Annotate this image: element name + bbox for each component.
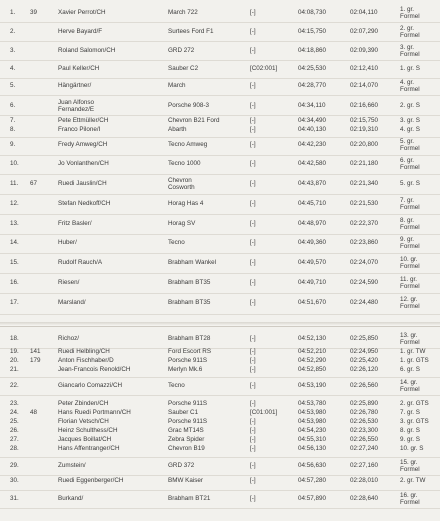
class-rank-cell: 6. gr. [400, 156, 415, 164]
license-code-cell: [-] [250, 382, 256, 390]
license-code-cell: [-] [250, 445, 256, 453]
total-time-cell: 04:49,360 [298, 239, 327, 247]
driver-cell: Paul Keller/CH [58, 65, 100, 73]
car-cell: Porsche 911S [168, 400, 208, 408]
class-rank-cell: 7. gr. S [400, 409, 420, 417]
driver-cell: Heinz Schulthess/CH [58, 427, 118, 435]
class-rank-cell: Formel [400, 86, 420, 93]
car-cell: Chevron B21 Ford [168, 117, 220, 125]
car-cell: Brabham BT28 [168, 335, 211, 343]
driver-cell: Rudolf Rauch/A [58, 259, 103, 267]
position-cell: 15. [10, 259, 19, 267]
total-time-cell: 04:57,280 [298, 477, 327, 485]
license-code-cell: [-] [250, 436, 256, 444]
class-rank-cell: Formel [400, 32, 420, 39]
car-cell: Tecno 1000 [168, 160, 201, 168]
total-time-cell: 04:52,130 [298, 335, 327, 343]
car-cell: Zebra Spider [168, 436, 205, 444]
row-divider [0, 194, 440, 195]
license-code-cell: [-] [250, 357, 256, 365]
best-time-cell: 02:27,160 [350, 462, 379, 470]
license-code-cell: [-] [250, 400, 256, 408]
class-rank-cell: 15. gr. [400, 458, 418, 466]
car-cell: March [168, 82, 186, 90]
position-cell: 20. [10, 357, 19, 365]
license-code-cell: [-] [250, 141, 256, 149]
driver-cell: Florian Vetsch/CH [58, 418, 109, 426]
row-divider [0, 395, 440, 396]
class-rank-cell: 2. gr. S [400, 102, 420, 110]
total-time-cell: 04:43,870 [298, 180, 327, 188]
total-time-cell: 04:45,710 [298, 200, 327, 208]
driver-cell: Peter Zbinden/CH [58, 400, 109, 408]
best-time-cell: 02:21,180 [350, 160, 379, 168]
total-time-cell: 04:40,130 [298, 126, 327, 134]
position-cell: 10. [10, 160, 19, 168]
best-time-cell: 02:23,300 [350, 427, 379, 435]
driver-cell: Juan Alfonso [58, 98, 95, 106]
row-divider [0, 273, 440, 274]
best-time-cell: 02:28,010 [350, 477, 379, 485]
driver-cell: Jacques Boillat/CH [58, 436, 112, 444]
driver-cell: Hans Affentranger/CH [58, 445, 120, 453]
best-time-cell: 02:26,120 [350, 366, 379, 374]
row-divider [0, 174, 440, 175]
total-time-cell: 04:08,730 [298, 9, 327, 17]
best-time-cell: 02:15,750 [350, 117, 379, 125]
class-rank-cell: Formel [400, 386, 420, 393]
page-fold-line [0, 326, 440, 327]
class-rank-cell: 3. gr. [400, 43, 415, 51]
license-code-cell: [-] [250, 335, 256, 343]
class-rank-cell: 1. gr. [400, 5, 415, 13]
license-code-cell: [-] [250, 279, 256, 287]
total-time-cell: 04:34,110 [298, 102, 326, 110]
license-code-cell: [C01:001] [250, 409, 278, 417]
position-cell: 7. [10, 117, 16, 125]
license-code-cell: [-] [250, 348, 256, 356]
position-cell: 23. [10, 400, 19, 408]
best-time-cell: 02:22,370 [350, 220, 379, 228]
row-divider [0, 234, 440, 235]
best-time-cell: 02:23,860 [350, 239, 379, 247]
total-time-cell: 04:42,230 [298, 141, 327, 149]
driver-cell: Jo Vonlanthen/CH [58, 160, 109, 168]
position-cell: 19. [10, 348, 19, 356]
position-cell: 22. [10, 382, 19, 390]
class-rank-cell: 2. gr. GTS [400, 400, 429, 408]
best-time-cell: 02:20,800 [350, 141, 379, 149]
license-code-cell: [-] [250, 160, 256, 168]
class-rank-cell: 6. gr. S [400, 366, 420, 374]
license-code-cell: [-] [250, 462, 256, 470]
class-rank-cell: 4. gr. [400, 78, 415, 86]
class-rank-cell: 9. gr. S [400, 436, 420, 444]
class-rank-cell: 8. gr. S [400, 427, 420, 435]
license-code-cell: [-] [250, 495, 256, 503]
license-code-cell: [-] [250, 477, 256, 485]
class-rank-cell: 1. gr. TW [400, 348, 426, 356]
row-divider [0, 137, 440, 138]
start-number-cell: 48 [30, 409, 38, 417]
driver-cell: Anton Fischhaber/D [58, 357, 114, 365]
row-divider [0, 490, 440, 491]
total-time-cell: 04:48,970 [298, 220, 327, 228]
class-rank-cell: 11. gr. [400, 275, 418, 283]
position-cell: 3. [10, 47, 16, 55]
class-rank-cell: 1. gr. S [400, 65, 420, 73]
class-rank-cell: Formel [400, 204, 420, 211]
car-cell: Sauber C2 [168, 65, 199, 73]
best-time-cell: 02:16,660 [350, 102, 379, 110]
car-cell: GRD 272 [168, 47, 195, 55]
car-cell: Porsche 911S [168, 418, 208, 426]
total-time-cell: 04:49,710 [298, 279, 327, 287]
row-divider [0, 457, 440, 458]
total-time-cell: 04:53,190 [298, 382, 327, 390]
best-time-cell: 02:25,420 [350, 357, 379, 365]
position-cell: 6. [10, 102, 16, 110]
driver-cell: Jean-Francois Renold/CH [58, 366, 131, 374]
position-cell: 28. [10, 445, 19, 453]
total-time-cell: 04:56,630 [298, 462, 327, 470]
license-code-cell: [-] [250, 418, 256, 426]
license-code-cell: [-] [250, 82, 256, 90]
row-divider [0, 22, 440, 23]
best-time-cell: 02:04,110 [350, 9, 378, 17]
license-code-cell: [-] [250, 102, 256, 110]
row-divider [0, 253, 440, 254]
license-code-cell: [-] [250, 299, 256, 307]
position-cell: 12. [10, 200, 19, 208]
total-time-cell: 04:53,980 [298, 418, 327, 426]
license-code-cell: [-] [250, 180, 256, 188]
car-cell: Brabham BT21 [168, 495, 211, 503]
best-time-cell: 02:07,290 [350, 28, 379, 36]
position-cell: 26. [10, 427, 19, 435]
row-divider [0, 95, 440, 96]
class-rank-cell: 14. gr. [400, 378, 418, 386]
best-time-cell: 02:26,780 [350, 409, 379, 417]
best-time-cell: 02:24,950 [350, 348, 379, 356]
driver-cell: Burkand/ [58, 495, 84, 503]
total-time-cell: 04:52,210 [298, 348, 327, 356]
best-time-cell: 02:26,550 [350, 436, 379, 444]
class-rank-cell: Formel [400, 283, 420, 290]
driver-cell: Fernandez/E [58, 106, 95, 113]
total-time-cell: 04:42,580 [298, 160, 327, 168]
car-cell: Brabham BT35 [168, 299, 211, 307]
license-code-cell: [-] [250, 200, 256, 208]
row-divider [0, 214, 440, 215]
best-time-cell: 02:14,070 [350, 82, 379, 90]
license-code-cell: [-] [250, 126, 256, 134]
row-divider [0, 155, 440, 156]
car-cell: Tecno Amweg [168, 141, 208, 149]
best-time-cell: 02:09,390 [350, 47, 379, 55]
class-rank-cell: 8. gr. [400, 216, 415, 224]
car-cell: Horag SV [168, 220, 196, 228]
best-time-cell: 02:21,340 [350, 180, 379, 188]
class-rank-cell: 2. gr. TW [400, 477, 426, 485]
row-divider [0, 41, 440, 42]
car-cell: Porsche 911S [168, 357, 208, 365]
position-cell: 31. [10, 495, 19, 503]
car-cell: Chevron [168, 176, 192, 184]
position-cell: 17. [10, 299, 19, 307]
start-number-cell: 141 [30, 348, 41, 356]
class-rank-cell: 4. gr. S [400, 126, 420, 134]
car-cell: March 722 [168, 9, 198, 17]
car-cell: Porsche 908-3 [168, 102, 209, 110]
total-time-cell: 04:57,890 [298, 495, 327, 503]
class-rank-cell: Formel [400, 145, 420, 152]
car-cell: BMW Kaiser [168, 477, 203, 485]
best-time-cell: 02:12,410 [350, 65, 379, 73]
license-code-cell: [-] [250, 239, 256, 247]
license-code-cell: [-] [250, 28, 256, 36]
best-time-cell: 02:26,530 [350, 418, 379, 426]
driver-cell: Ruedi Jauslin/CH [58, 180, 107, 188]
total-time-cell: 04:52,850 [298, 366, 327, 374]
class-rank-cell: 2. gr. [400, 24, 415, 32]
class-rank-cell: Formel [400, 243, 420, 250]
license-code-cell: [-] [250, 366, 256, 374]
class-rank-cell: 5. gr. S [400, 180, 420, 188]
driver-cell: Zumstein/ [58, 462, 86, 470]
best-time-cell: 02:19,310 [350, 126, 379, 134]
driver-cell: Ruedi Eggenberger/CH [58, 477, 124, 485]
best-time-cell: 02:24,070 [350, 259, 379, 267]
car-cell: Sauber C1 [168, 409, 199, 417]
best-time-cell: 02:21,530 [350, 200, 379, 208]
total-time-cell: 04:18,860 [298, 47, 327, 55]
position-cell: 13. [10, 220, 19, 228]
best-time-cell: 02:24,480 [350, 299, 379, 307]
license-code-cell: [-] [250, 427, 256, 435]
class-rank-cell: Formel [400, 51, 420, 58]
class-rank-cell: Formel [400, 303, 420, 310]
total-time-cell: 04:49,570 [298, 259, 327, 267]
best-time-cell: 02:24,590 [350, 279, 379, 287]
car-cell: Horag Has 4 [168, 200, 204, 208]
car-cell: Chevron B19 [168, 445, 205, 453]
total-time-cell: 04:51,670 [298, 299, 327, 307]
driver-cell: Giancarlo Comazzi/CH [58, 382, 123, 390]
total-time-cell: 04:53,780 [298, 400, 327, 408]
position-cell: 30. [10, 477, 19, 485]
class-rank-cell: 7. gr. [400, 196, 415, 204]
class-rank-cell: 3. gr. GTS [400, 418, 429, 426]
total-time-cell: 04:56,130 [298, 445, 327, 453]
row-divider [0, 508, 440, 509]
position-cell: 25. [10, 418, 19, 426]
best-time-cell: 02:28,640 [350, 495, 379, 503]
row-divider [0, 475, 440, 476]
car-cell: Tecno [168, 239, 185, 247]
position-cell: 9. [10, 141, 16, 149]
position-cell: 21. [10, 366, 19, 374]
total-time-cell: 04:52,290 [298, 357, 327, 365]
start-number-cell: 67 [30, 180, 38, 188]
car-cell: Grac MT14S [168, 427, 204, 435]
car-cell: Cosworth [168, 184, 195, 191]
class-rank-cell: Formel [400, 263, 420, 270]
driver-cell: Riesen/ [58, 279, 80, 287]
position-cell: 18. [10, 335, 19, 343]
driver-cell: Pete Ettmüller/CH [58, 117, 109, 125]
driver-cell: Roland Salomon/CH [58, 47, 116, 55]
class-rank-cell: 12. gr. [400, 295, 418, 303]
license-code-cell: [-] [250, 220, 256, 228]
driver-cell: Marsland/ [58, 299, 86, 307]
best-time-cell: 02:25,890 [350, 400, 379, 408]
total-time-cell: 04:55,310 [298, 436, 327, 444]
class-rank-cell: Formel [400, 164, 420, 171]
total-time-cell: 04:28,770 [298, 82, 327, 90]
car-cell: Merlyn Mk.6 [168, 366, 203, 374]
car-cell: Tecno [168, 382, 185, 390]
position-cell: 27. [10, 436, 19, 444]
position-cell: 4. [10, 65, 16, 73]
row-divider [0, 78, 440, 79]
position-cell: 24. [10, 409, 19, 417]
position-cell: 16. [10, 279, 19, 287]
class-rank-cell: Formel [400, 499, 420, 506]
position-cell: 14. [10, 239, 19, 247]
position-cell: 11. [10, 180, 19, 188]
driver-cell: Fritz Basler/ [58, 220, 92, 228]
license-code-cell: [-] [250, 47, 256, 55]
license-code-cell: [-] [250, 117, 256, 125]
total-time-cell: 04:25,530 [298, 65, 327, 73]
class-rank-cell: Formel [400, 339, 420, 346]
class-rank-cell: Formel [400, 13, 420, 20]
class-rank-cell: 10. gr. S [400, 445, 424, 453]
position-cell: 29. [10, 462, 19, 470]
start-number-cell: 39 [30, 9, 38, 17]
class-rank-cell: Formel [400, 224, 420, 231]
row-divider [0, 293, 440, 294]
position-cell: 2. [10, 28, 16, 36]
driver-cell: Herve Bayard/F [58, 28, 103, 36]
best-time-cell: 02:25,850 [350, 335, 379, 343]
driver-cell: Richoz/ [58, 335, 79, 343]
driver-cell: Xavier Perrot/CH [58, 9, 106, 17]
row-divider [0, 60, 440, 61]
car-cell: Brabham Wankel [168, 259, 217, 267]
driver-cell: Stefan Nedkoff/CH [58, 200, 111, 208]
class-rank-cell: 9. gr. [400, 235, 415, 243]
license-code-cell: [-] [250, 259, 256, 267]
car-cell: GRD 372 [168, 462, 195, 470]
class-rank-cell: 16. gr. [400, 491, 418, 499]
class-rank-cell: 5. gr. [400, 137, 415, 145]
class-rank-cell: 3. gr. S [400, 117, 420, 125]
driver-cell: Hängärtner/ [58, 82, 92, 90]
driver-cell: Fredy Amweg/CH [58, 141, 108, 149]
row-divider [0, 115, 440, 116]
total-time-cell: 04:34,490 [298, 117, 327, 125]
class-rank-cell: 1. gr. GTS [400, 357, 429, 365]
row-divider [0, 314, 440, 315]
row-divider [0, 377, 440, 378]
total-time-cell: 04:53,980 [298, 409, 327, 417]
total-time-cell: 04:54,230 [298, 427, 327, 435]
best-time-cell: 02:27,240 [350, 445, 379, 453]
total-time-cell: 04:15,750 [298, 28, 327, 36]
driver-cell: Hans Ruedi Portmann/CH [58, 409, 131, 417]
driver-cell: Ruedi Helbling/CH [58, 348, 110, 356]
position-cell: 5. [10, 82, 16, 90]
car-cell: Ford Escort RS [168, 348, 212, 356]
license-code-cell: [-] [250, 9, 256, 17]
driver-cell: Franco Pilone/I [58, 126, 101, 134]
position-cell: 8. [10, 126, 16, 134]
driver-cell: Huber/ [58, 239, 77, 247]
position-cell: 1. [10, 9, 16, 17]
best-time-cell: 02:26,560 [350, 382, 379, 390]
class-rank-cell: 13. gr. [400, 331, 418, 339]
car-cell: Brabham BT35 [168, 279, 211, 287]
license-code-cell: [C02:001] [250, 65, 278, 73]
start-number-cell: 179 [30, 357, 41, 365]
class-rank-cell: 10. gr. [400, 255, 418, 263]
car-cell: Surtees Ford F1 [168, 28, 214, 36]
car-cell: Abarth [168, 126, 187, 134]
class-rank-cell: Formel [400, 466, 420, 473]
